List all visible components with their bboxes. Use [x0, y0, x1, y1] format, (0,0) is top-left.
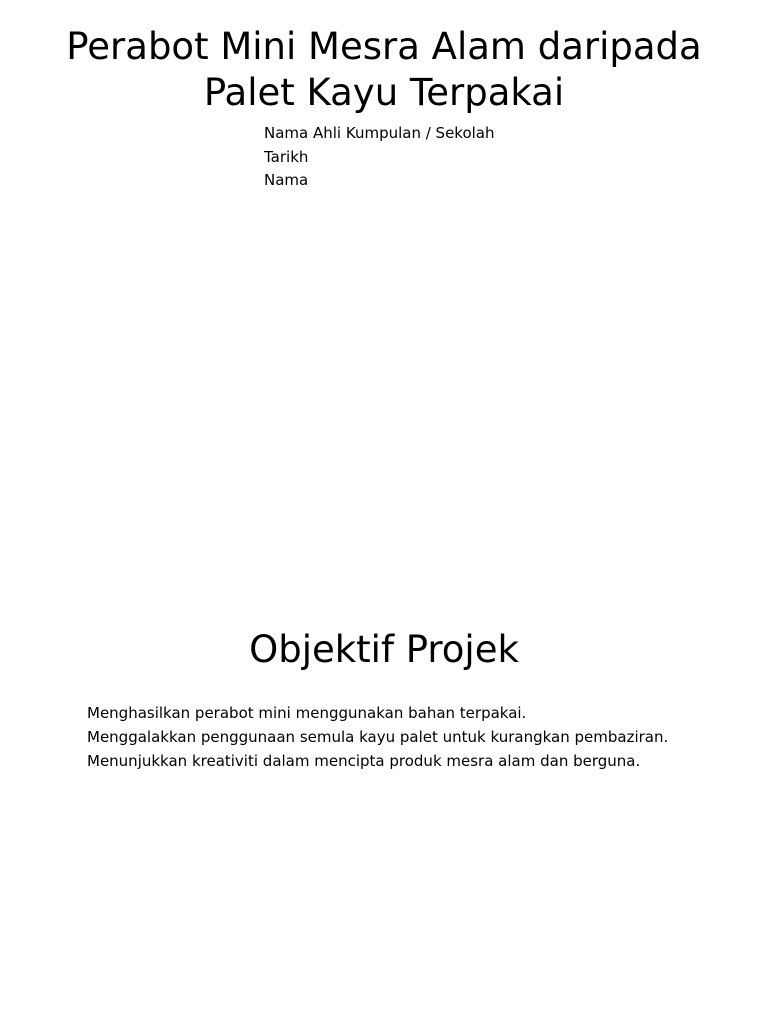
meta-group-school: Nama Ahli Kumpulan / Sekolah [264, 124, 495, 142]
meta-date: Tarikh [264, 147, 309, 166]
title-line-2: Palet Kayu Terpakai [203, 71, 565, 114]
title-meta [264, 122, 495, 193]
meta-name: Nama [264, 171, 309, 189]
objective-item: Menunjukkan kreativiti dalam mencipta produk mesra alam dan berguna. [87, 752, 641, 770]
title-line-1: Perabot Mini Mesra Alam daripada [66, 25, 702, 68]
objective-item: Menggalakkan penggunaan semula kayu palet untuk kurangkan pembaziran. [87, 728, 669, 746]
objectives-heading: Objektif Projek [249, 628, 519, 671]
objective-item: Menghasilkan perabot mini menggunakan bahan terpakai. [87, 704, 527, 722]
page-title [0, 24, 768, 116]
objectives-list [87, 701, 668, 773]
